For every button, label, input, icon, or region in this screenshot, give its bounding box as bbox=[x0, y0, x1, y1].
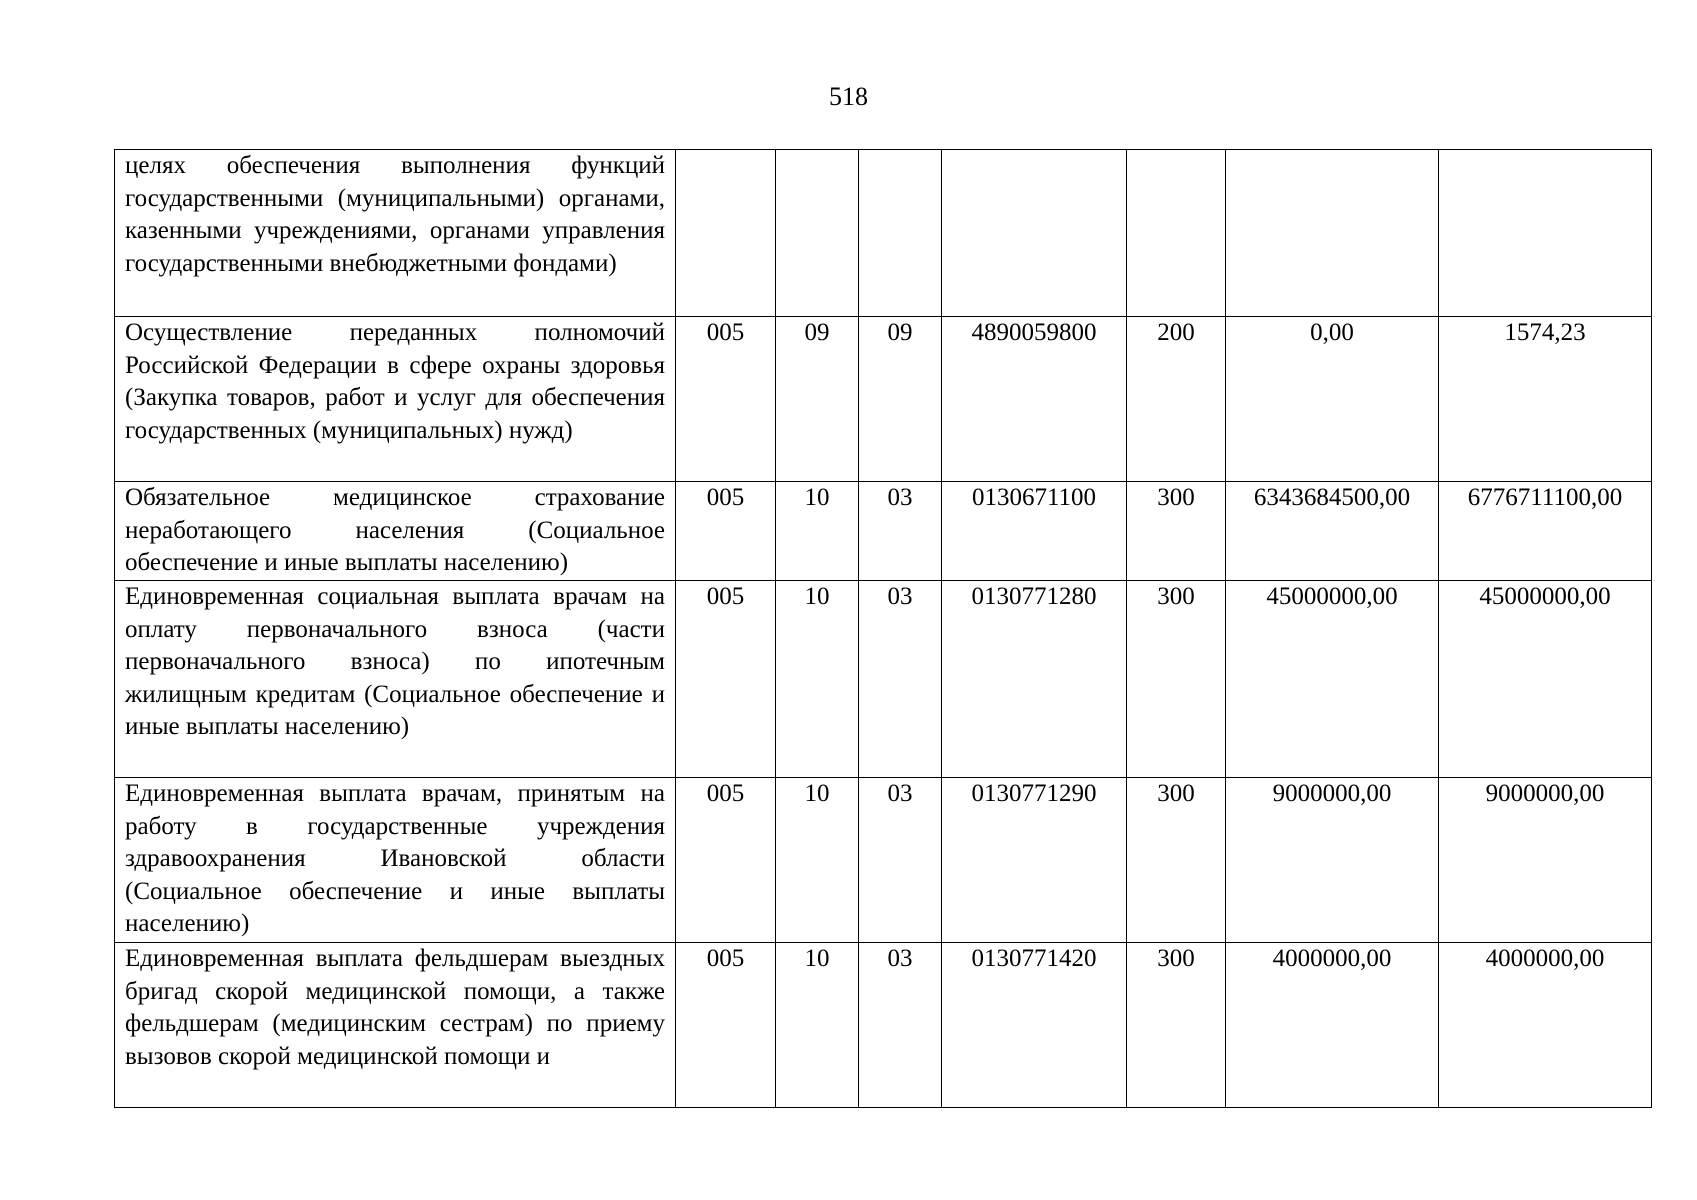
target-article-cell: 4890059800 bbox=[942, 317, 1127, 482]
target-article-cell bbox=[942, 150, 1127, 317]
admin-code-cell: 005 bbox=[676, 317, 776, 482]
admin-code-cell: 005 bbox=[676, 482, 776, 581]
section-cell: 10 bbox=[776, 943, 859, 1108]
expense-type-cell: 200 bbox=[1127, 317, 1226, 482]
row-description: Осуществление переданных полномочий Российской Федерации в сфере охраны здоровья (Закупка товаров, работ и услуг для обеспечения государственных (муниципальных) нужд) bbox=[115, 317, 676, 482]
table-row bbox=[115, 778, 1652, 943]
target-article-cell: 0130771280 bbox=[942, 581, 1127, 778]
admin-code-cell: 005 bbox=[676, 778, 776, 943]
section-cell: 10 bbox=[776, 581, 859, 778]
sum-2-cell: 9000000,00 bbox=[1439, 778, 1652, 943]
row-description: Единовременная выплата врачам, принятым на работу в государственные учреждения здравоохранения Ивановской области (Социальное обеспечение и иные выплаты населению) bbox=[115, 778, 676, 943]
row-description: Единовременная выплата фельдшерам выездных бригад скорой медицинской помощи, а также фельдшерам (медицинским сестрам) по приему вызовов скорой медицинской помощи и bbox=[115, 943, 676, 1108]
sum-1-cell: 45000000,00 bbox=[1226, 581, 1439, 778]
row-description: Единовременная социальная выплата врачам на оплату первоначального взноса (части первоначального взноса) по ипотечным жилищным кредитам (Социальное обеспечение и иные выплаты населению) bbox=[115, 581, 676, 778]
section-cell: 10 bbox=[776, 778, 859, 943]
admin-code-cell: 005 bbox=[676, 581, 776, 778]
sum-2-cell: 45000000,00 bbox=[1439, 581, 1652, 778]
sum-1-cell: 0,00 bbox=[1226, 317, 1439, 482]
subsection-cell: 09 bbox=[859, 317, 942, 482]
section-cell bbox=[776, 150, 859, 317]
table-row bbox=[115, 317, 1652, 482]
expense-type-cell: 300 bbox=[1127, 581, 1226, 778]
sum-1-cell bbox=[1226, 150, 1439, 317]
sum-2-cell: 4000000,00 bbox=[1439, 943, 1652, 1108]
expense-type-cell bbox=[1127, 150, 1226, 317]
table-row bbox=[115, 581, 1652, 778]
subsection-cell: 03 bbox=[859, 581, 942, 778]
sum-1-cell: 6343684500,00 bbox=[1226, 482, 1439, 581]
target-article-cell: 0130771290 bbox=[942, 778, 1127, 943]
subsection-cell: 03 bbox=[859, 943, 942, 1108]
table-row bbox=[115, 943, 1652, 1108]
row-description: Обязательное медицинское страхование неработающего населения (Социальное обеспечение и иные выплаты населению) bbox=[115, 482, 676, 581]
expense-type-cell: 300 bbox=[1127, 943, 1226, 1108]
sum-2-cell: 6776711100,00 bbox=[1439, 482, 1652, 581]
sum-2-cell: 1574,23 bbox=[1439, 317, 1652, 482]
target-article-cell: 0130671100 bbox=[942, 482, 1127, 581]
section-cell: 09 bbox=[776, 317, 859, 482]
page-number: 518 bbox=[829, 82, 868, 111]
table-row bbox=[115, 482, 1652, 581]
admin-code-cell: 005 bbox=[676, 943, 776, 1108]
expense-type-cell: 300 bbox=[1127, 482, 1226, 581]
subsection-cell: 03 bbox=[859, 482, 942, 581]
target-article-cell: 0130771420 bbox=[942, 943, 1127, 1108]
subsection-cell bbox=[859, 150, 942, 317]
sum-2-cell bbox=[1439, 150, 1652, 317]
sum-1-cell: 9000000,00 bbox=[1226, 778, 1439, 943]
subsection-cell: 03 bbox=[859, 778, 942, 943]
expense-type-cell: 300 bbox=[1127, 778, 1226, 943]
row-description: целях обеспечения выполнения функций государственными (муниципальными) органами, казенными учреждениями, органами управления государственными внебюджетными фондами) bbox=[115, 150, 676, 317]
sum-1-cell: 4000000,00 bbox=[1226, 943, 1439, 1108]
budget-table bbox=[114, 149, 1652, 1108]
section-cell: 10 bbox=[776, 482, 859, 581]
admin-code-cell bbox=[676, 150, 776, 317]
table-row bbox=[115, 150, 1652, 317]
